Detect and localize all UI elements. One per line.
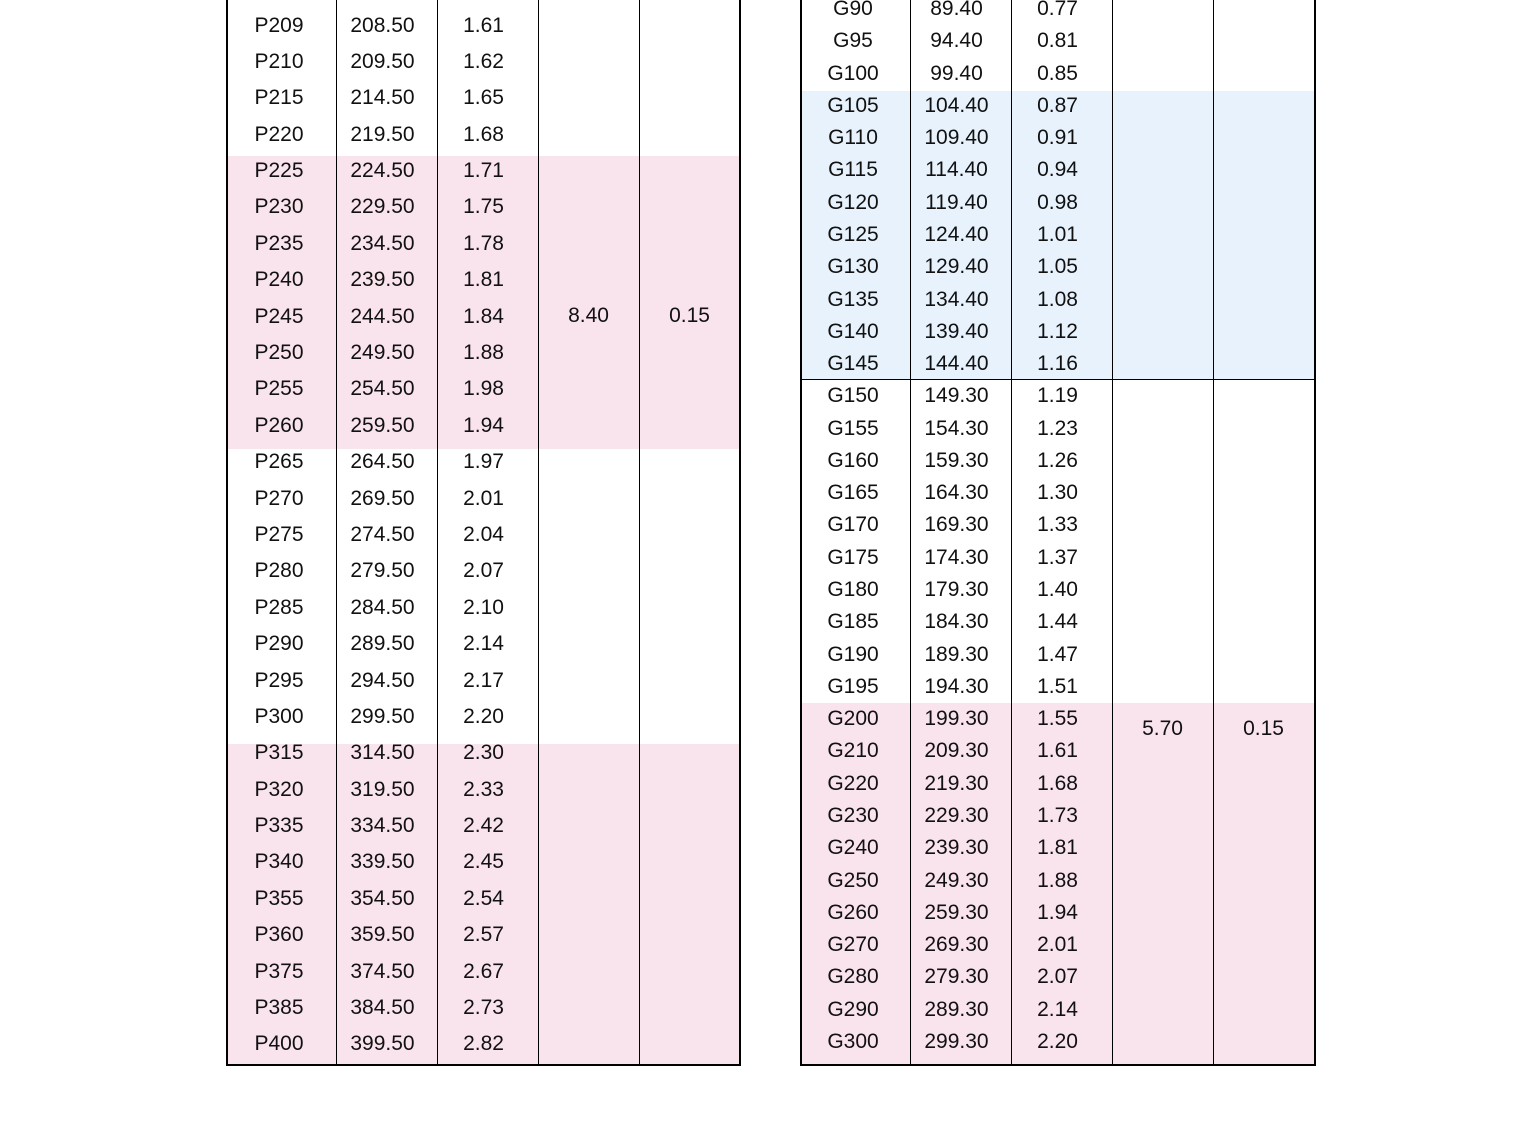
cell-cross-section: 1.16: [1037, 352, 1078, 376]
cell-inner-diameter: 134.40: [924, 287, 989, 311]
column-divider: [1112, 0, 1113, 1066]
cell-cross-section: 1.61: [1037, 739, 1078, 763]
cell-cross-section: 1.94: [1037, 900, 1078, 924]
cell-size-code: P255: [254, 377, 304, 401]
cell-size-code: P375: [254, 959, 304, 983]
cell-size-code: G140: [827, 319, 879, 343]
cell-inner-diameter: 229.50: [350, 195, 415, 219]
cell-size-code: P360: [254, 923, 304, 947]
merged-value-b: 0.15: [1243, 717, 1284, 740]
cell-inner-diameter: 124.40: [924, 222, 989, 246]
cell-size-code: G190: [827, 642, 879, 666]
cell-size-code: P355: [254, 886, 304, 910]
cell-cross-section: 1.98: [463, 377, 504, 401]
cell-size-code: P300: [254, 704, 304, 728]
cell-inner-diameter: 314.50: [350, 741, 415, 765]
cell-cross-section: 1.05: [1037, 255, 1078, 279]
cell-cross-section: 0.87: [1037, 93, 1078, 117]
cell-size-code: G95: [833, 29, 873, 53]
cell-size-code: P335: [254, 814, 304, 838]
cell-inner-diameter: 279.30: [924, 965, 989, 989]
cell-size-code: P245: [254, 304, 304, 328]
cell-cross-section: 1.68: [463, 122, 504, 146]
cell-size-code: G230: [827, 804, 879, 827]
cell-inner-diameter: 239.50: [350, 268, 415, 292]
cell-size-code: P230: [254, 195, 304, 219]
cell-size-code: G280: [827, 965, 879, 989]
cell-size-code: P260: [254, 413, 304, 437]
cell-inner-diameter: 184.30: [924, 610, 989, 634]
cell-cross-section: 1.97: [463, 450, 504, 474]
cell-cross-section: 2.14: [463, 632, 504, 656]
cell-cross-section: 2.73: [463, 996, 504, 1020]
cell-inner-diameter: 219.30: [924, 771, 989, 795]
cell-cross-section: 1.40: [1037, 578, 1078, 602]
cell-size-code: G90: [833, 0, 873, 20]
cell-size-code: P250: [254, 341, 304, 364]
cell-cross-section: 2.07: [463, 559, 504, 583]
cell-size-code: G175: [827, 545, 879, 569]
cell-size-code: G160: [827, 448, 879, 472]
cell-size-code: G150: [827, 384, 879, 408]
merged-value-a: 5.70: [1142, 717, 1183, 740]
cell-cross-section: 1.73: [1037, 804, 1078, 827]
cell-cross-section: 2.67: [463, 959, 504, 983]
merged-value-a: 8.40: [568, 304, 609, 327]
cell-inner-diameter: 224.50: [350, 159, 415, 183]
cell-cross-section: 1.47: [1037, 642, 1078, 666]
cell-inner-diameter: 149.30: [924, 384, 989, 408]
cell-size-code: G120: [827, 190, 879, 214]
cell-inner-diameter: 339.50: [350, 850, 415, 874]
cell-size-code: G170: [827, 513, 879, 537]
cell-inner-diameter: 249.30: [924, 868, 989, 892]
cell-cross-section: 2.54: [463, 886, 504, 910]
cell-inner-diameter: 99.40: [930, 61, 983, 85]
cell-cross-section: 1.81: [1037, 836, 1078, 860]
cell-size-code: P209: [254, 13, 304, 37]
cell-inner-diameter: 269.30: [924, 933, 989, 957]
cell-inner-diameter: 104.40: [924, 93, 989, 117]
cell-size-code: G155: [827, 416, 879, 440]
cell-cross-section: 0.77: [1037, 0, 1078, 20]
cell-inner-diameter: 219.50: [350, 122, 415, 146]
cell-cross-section: 1.55: [1037, 707, 1078, 731]
cell-size-code: P265: [254, 450, 304, 474]
cell-inner-diameter: 259.30: [924, 900, 989, 924]
cell-cross-section: 1.23: [1037, 416, 1078, 440]
cell-cross-section: 1.61: [463, 13, 504, 37]
cell-size-code: P220: [254, 122, 304, 146]
column-divider: [538, 0, 539, 1066]
cell-inner-diameter: 249.50: [350, 341, 415, 364]
cell-inner-diameter: 239.30: [924, 836, 989, 860]
merged-value-b: 0.15: [669, 304, 710, 327]
cell-size-code: G185: [827, 610, 879, 634]
cell-size-code: P210: [254, 49, 304, 73]
cell-cross-section: 1.88: [1037, 868, 1078, 892]
cell-cross-section: 1.65: [463, 86, 504, 110]
cell-size-code: P315: [254, 741, 304, 765]
cell-size-code: P340: [254, 850, 304, 874]
cell-cross-section: 2.01: [463, 486, 504, 510]
cell-inner-diameter: 294.50: [350, 668, 415, 692]
cell-inner-diameter: 279.50: [350, 559, 415, 583]
cell-cross-section: 1.94: [463, 413, 504, 437]
cell-inner-diameter: 109.40: [924, 126, 989, 150]
cell-inner-diameter: 154.30: [924, 416, 989, 440]
cell-cross-section: 2.04: [463, 522, 504, 546]
cell-inner-diameter: 159.30: [924, 448, 989, 472]
cell-inner-diameter: 208.50: [350, 13, 415, 37]
cell-cross-section: 0.98: [1037, 190, 1078, 214]
cell-inner-diameter: 354.50: [350, 886, 415, 910]
cell-cross-section: 1.81: [463, 268, 504, 292]
cell-cross-section: 0.85: [1037, 61, 1078, 85]
section-divider: [800, 379, 1316, 380]
cell-size-code: P285: [254, 595, 304, 619]
cell-cross-section: 2.57: [463, 923, 504, 947]
cell-size-code: P215: [254, 86, 304, 110]
cell-cross-section: 2.01: [1037, 933, 1078, 957]
cell-cross-section: 1.33: [1037, 513, 1078, 537]
cell-cross-section: 1.26: [1037, 448, 1078, 472]
cell-inner-diameter: 199.30: [924, 707, 989, 731]
cell-inner-diameter: 209.30: [924, 739, 989, 763]
cell-size-code: G220: [827, 771, 879, 795]
cell-cross-section: 1.01: [1037, 222, 1078, 246]
cell-cross-section: 2.14: [1037, 997, 1078, 1021]
cell-size-code: P400: [254, 1032, 304, 1056]
cell-cross-section: 2.07: [1037, 965, 1078, 989]
cell-size-code: G210: [827, 739, 879, 763]
cell-inner-diameter: 289.50: [350, 632, 415, 656]
cell-inner-diameter: 119.40: [925, 190, 988, 214]
cell-inner-diameter: 399.50: [350, 1032, 415, 1056]
cell-inner-diameter: 194.30: [924, 674, 989, 698]
cell-cross-section: 1.78: [463, 231, 504, 255]
cell-inner-diameter: 144.40: [924, 352, 989, 376]
cell-inner-diameter: 259.50: [350, 413, 415, 437]
cell-size-code: G300: [827, 1029, 879, 1053]
cell-inner-diameter: 174.30: [924, 545, 989, 569]
cell-cross-section: 1.68: [1037, 771, 1078, 795]
cell-cross-section: 2.10: [463, 595, 504, 619]
cell-inner-diameter: 234.50: [350, 231, 415, 255]
cell-inner-diameter: 89.40: [930, 0, 983, 20]
cell-size-code: P385: [254, 996, 304, 1020]
cell-inner-diameter: 374.50: [350, 959, 415, 983]
cell-inner-diameter: 114.40: [925, 158, 988, 182]
column-divider: [639, 0, 640, 1066]
cell-cross-section: 1.19: [1037, 384, 1078, 408]
cell-cross-section: 1.84: [463, 304, 504, 328]
cell-size-code: G130: [827, 255, 879, 279]
cell-inner-diameter: 284.50: [350, 595, 415, 619]
cell-size-code: G110: [828, 126, 878, 150]
cell-inner-diameter: 179.30: [924, 578, 989, 602]
cell-cross-section: 2.17: [463, 668, 504, 692]
cell-cross-section: 1.51: [1037, 674, 1078, 698]
cell-cross-section: 1.12: [1037, 319, 1078, 343]
cell-size-code: G240: [827, 836, 879, 860]
cell-size-code: P295: [254, 668, 304, 692]
cell-inner-diameter: 244.50: [350, 304, 415, 328]
cell-inner-diameter: 139.40: [924, 319, 989, 343]
cell-size-code: G135: [827, 287, 879, 311]
cell-inner-diameter: 334.50: [350, 814, 415, 838]
cell-cross-section: 2.45: [463, 850, 504, 874]
cell-inner-diameter: 289.30: [924, 997, 989, 1021]
cell-cross-section: 2.82: [463, 1032, 504, 1056]
cell-size-code: P280: [254, 559, 304, 583]
cell-inner-diameter: 269.50: [350, 486, 415, 510]
cell-cross-section: 1.75: [463, 195, 504, 219]
cell-inner-diameter: 169.30: [924, 513, 989, 537]
cell-cross-section: 0.94: [1037, 158, 1078, 182]
cell-cross-section: 1.44: [1037, 610, 1078, 634]
cell-inner-diameter: 274.50: [350, 522, 415, 546]
cell-size-code: G180: [827, 578, 879, 602]
cell-size-code: G115: [828, 158, 878, 182]
cell-size-code: G105: [827, 93, 879, 117]
cell-inner-diameter: 189.30: [924, 642, 989, 666]
cell-cross-section: 2.30: [463, 741, 504, 765]
cell-inner-diameter: 94.40: [930, 29, 983, 53]
cell-size-code: G260: [827, 900, 879, 924]
cell-inner-diameter: 264.50: [350, 450, 415, 474]
cell-size-code: P240: [254, 268, 304, 292]
cell-size-code: G165: [827, 481, 879, 505]
right-size-table: [800, 0, 1316, 1066]
cell-size-code: P235: [254, 231, 304, 255]
cell-cross-section: 1.30: [1037, 481, 1078, 505]
cell-cross-section: 2.20: [1037, 1029, 1078, 1053]
cell-cross-section: 2.20: [463, 704, 504, 728]
cell-size-code: G200: [827, 707, 879, 731]
cell-cross-section: 1.08: [1037, 287, 1078, 311]
cell-cross-section: 0.81: [1037, 29, 1078, 53]
cell-size-code: P290: [254, 632, 304, 656]
cell-cross-section: 1.62: [463, 49, 504, 73]
cell-inner-diameter: 299.30: [924, 1029, 989, 1053]
cell-cross-section: 0.91: [1037, 126, 1078, 150]
cell-cross-section: 1.88: [463, 341, 504, 364]
cell-cross-section: 2.33: [463, 777, 504, 801]
cell-size-code: P320: [254, 777, 304, 801]
cell-inner-diameter: 164.30: [924, 481, 989, 505]
cell-inner-diameter: 254.50: [350, 377, 415, 401]
cell-size-code: G290: [827, 997, 879, 1021]
cell-inner-diameter: 229.30: [924, 804, 989, 827]
cell-size-code: G100: [827, 61, 879, 85]
cell-inner-diameter: 299.50: [350, 704, 415, 728]
cell-cross-section: 2.42: [463, 814, 504, 838]
cell-size-code: G270: [827, 933, 879, 957]
cell-inner-diameter: 209.50: [350, 49, 415, 73]
column-divider: [1213, 0, 1214, 1066]
left-size-table: [226, 0, 741, 1066]
cell-inner-diameter: 359.50: [350, 923, 415, 947]
cell-cross-section: 1.71: [463, 159, 504, 183]
cell-size-code: G125: [827, 222, 879, 246]
cell-size-code: P225: [254, 159, 304, 183]
cell-size-code: P270: [254, 486, 304, 510]
cell-size-code: G250: [827, 868, 879, 892]
cell-inner-diameter: 214.50: [350, 86, 415, 110]
cell-size-code: G145: [827, 352, 879, 376]
cell-cross-section: 1.37: [1037, 545, 1078, 569]
cell-size-code: P275: [254, 522, 304, 546]
cell-inner-diameter: 384.50: [350, 996, 415, 1020]
cell-size-code: G195: [827, 674, 879, 698]
cell-inner-diameter: 129.40: [924, 255, 989, 279]
cell-inner-diameter: 319.50: [350, 777, 415, 801]
